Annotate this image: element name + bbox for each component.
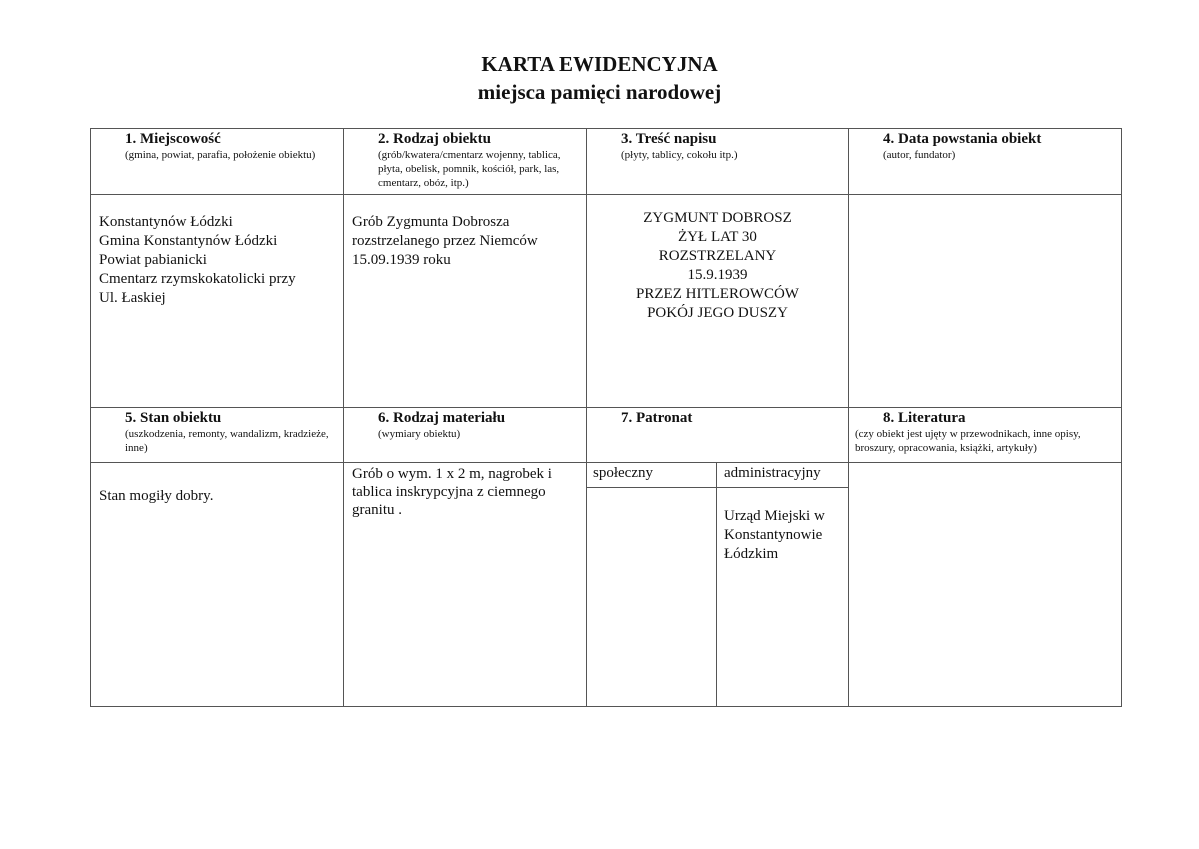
stan-value: Stan mogiły dobry. <box>91 463 344 707</box>
patronat-administracyjny-label: administracyjny <box>724 465 821 481</box>
data-powstania-value <box>849 195 1122 408</box>
header-tresc-napisu: 3. Treść napisu (płyty, tablicy, cokołu itp.) <box>587 129 849 195</box>
record-table <box>90 128 1122 707</box>
napis-value: ZYGMUNT DOBROSZ ŻYŁ LAT 30 ROZSTRZELANY 15.9.1939 PRZEZ HITLEROWCÓW POKÓJ JEGO DUSZY <box>587 195 849 408</box>
header-miejscowosc: 1. Miejscowość (gmina, powiat, parafia, położenie obiektu) <box>91 129 344 195</box>
header-data-powstania: 4. Data powstania obiekt (autor, fundator) <box>849 129 1122 195</box>
header-rodzaj-obiektu: 2. Rodzaj obiektu (grób/kwatera/cmentarz wojenny, tablica, płyta, obelisk, pomnik, kościół, park, las, cmentarz, obóz, itp.) <box>344 129 587 195</box>
material-value: Grób o wym. 1 x 2 m, nagrobek i tablica inskrypcyjna z ciemnego granitu . <box>344 463 587 707</box>
header-rodzaj-materialu: 6. Rodzaj materiału (wymiary obiektu) <box>344 408 587 463</box>
literatura-value <box>849 463 1122 707</box>
patronat-cell <box>587 463 849 707</box>
rodzaj-value: Grób Zygmunta Dobrosza rozstrzelanego przez Niemców 15.09.1939 roku <box>344 195 587 408</box>
patronat-administracyjny-value: Urząd Miejski w Konstantynowie Łódzkim <box>724 508 825 562</box>
header-patronat: 7. Patronat <box>587 408 849 463</box>
document-subtitle: miejsca pamięci narodowej <box>477 80 722 104</box>
document-title: KARTA EWIDENCYJNA <box>481 52 718 76</box>
header-literatura: 8. Literatura (czy obiekt jest ujęty w przewodnikach, inne opisy, broszury, opracowania, książki, artykuły) <box>849 408 1122 463</box>
header-stan-obiektu: 5. Stan obiektu (uszkodzenia, remonty, wandalizm, kradzieże, inne) <box>91 408 344 463</box>
miejscowosc-value: Konstantynów Łódzki Gmina Konstantynów Łódzki Powiat pabianicki Cmentarz rzymskokatolicki przy Ul. Łaskiej <box>91 195 344 408</box>
patronat-spoleczny-label: społeczny <box>593 465 653 481</box>
